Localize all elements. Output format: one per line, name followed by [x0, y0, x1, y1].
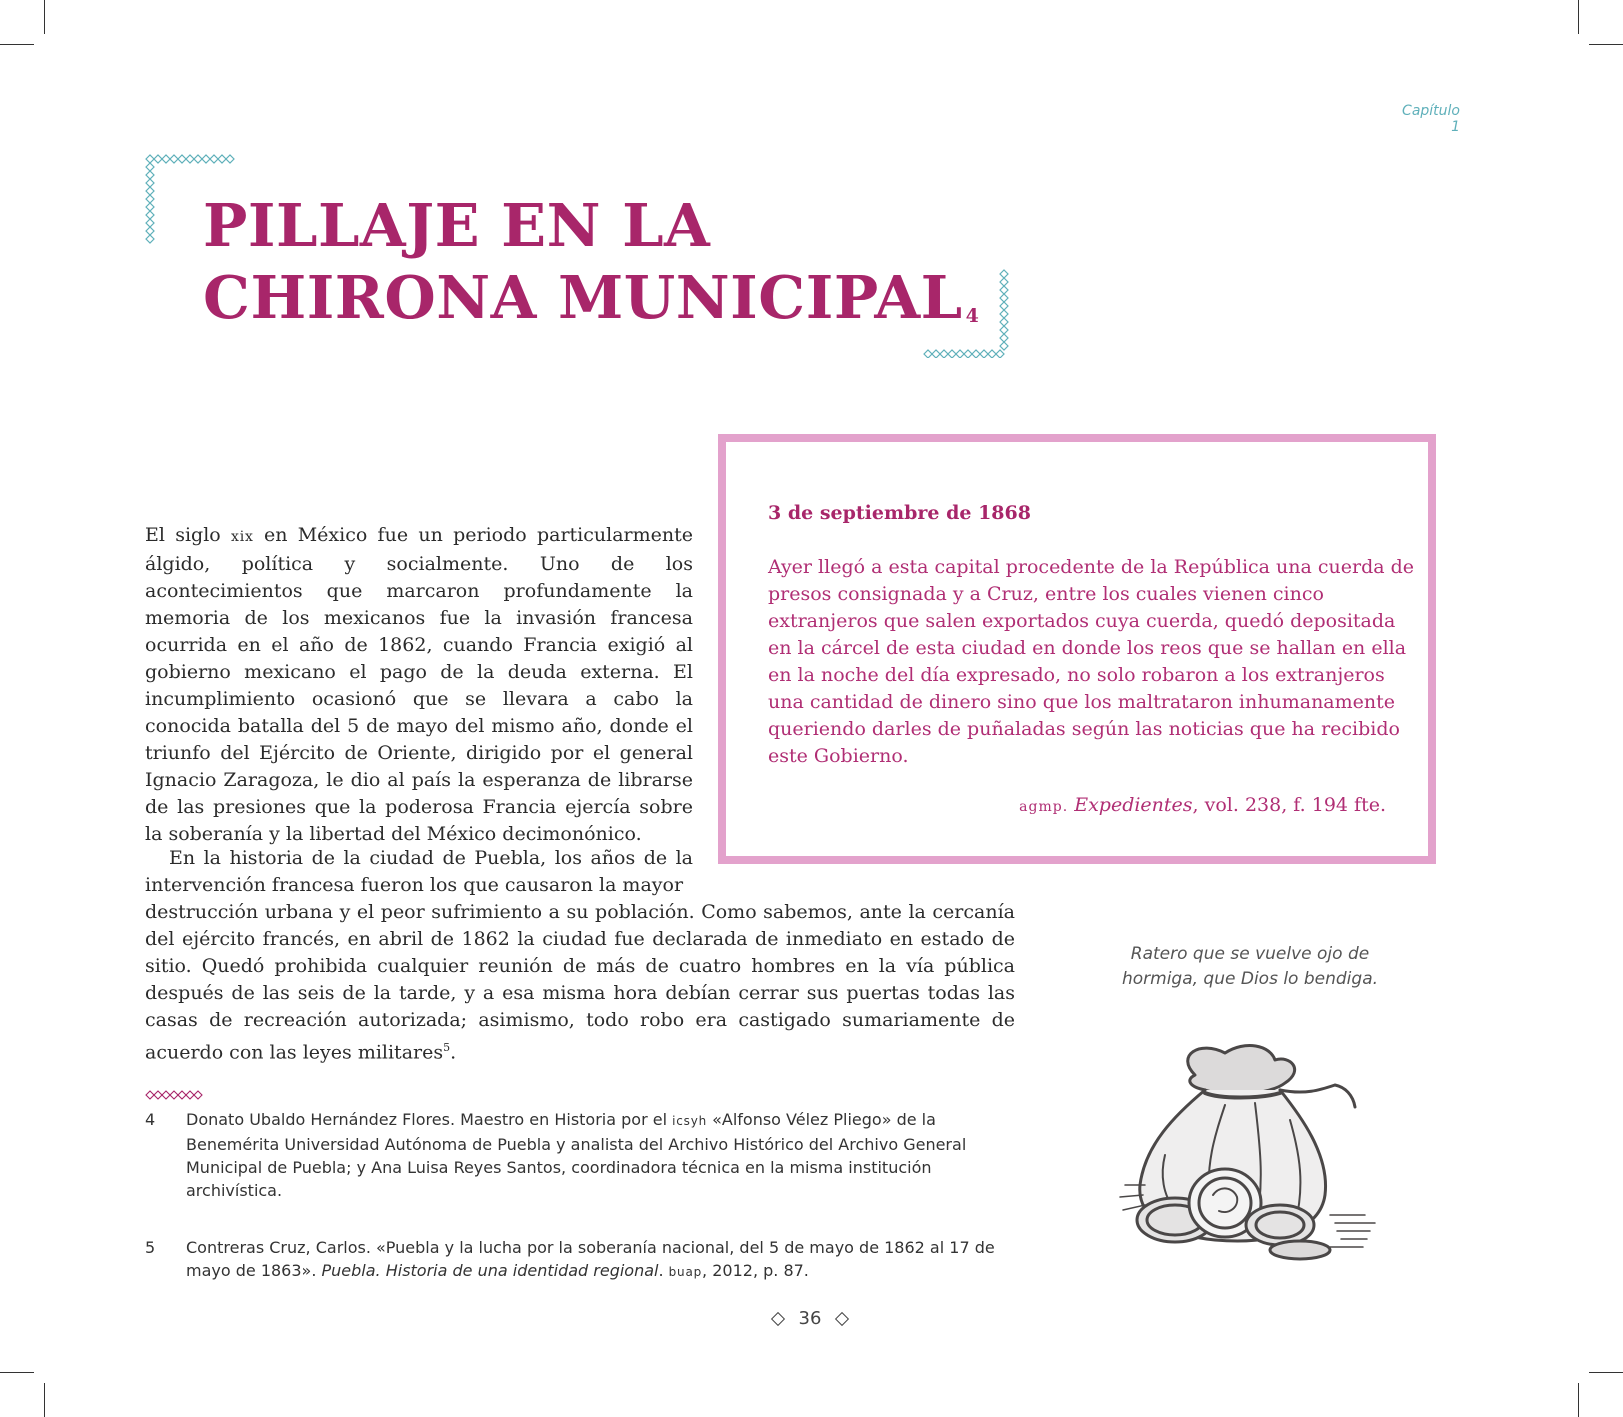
quote-date: 3 de septiembre de 1868 — [768, 502, 1031, 524]
page-title — [203, 190, 983, 334]
proverb-line-1: Ratero que se vuelve ojo de — [1130, 944, 1370, 964]
crop-mark — [1578, 0, 1579, 34]
page-number — [740, 1308, 880, 1329]
footnote-5-start: Contreras Cruz, Carlos. «Puebla y la lucha por la soberanía nacional, del 5 de mayo de 1862 al 17 de mayo de 1863». — [186, 1238, 995, 1280]
body-paragraph-2-start: En la historia de la ciudad de Puebla, los años de la intervención francesa fueron los que causaron la mayor — [145, 847, 693, 896]
footnote-number: 4 — [145, 1110, 156, 1129]
footnote-text — [186, 1108, 1015, 1202]
century-numeral: xix — [231, 529, 254, 545]
proverb-line-2: hormiga, que Dios lo bendiga. — [1121, 969, 1379, 989]
crop-mark — [1589, 1372, 1623, 1373]
footnote-text — [186, 1236, 1015, 1284]
chapter-label: Capítulo 1 — [1402, 103, 1460, 135]
crop-mark — [44, 1383, 45, 1417]
footnote-number: 5 — [145, 1238, 156, 1257]
title-line-1: PILLAJE EN LA — [203, 191, 711, 260]
body-p2-end: . — [450, 1041, 457, 1064]
proverb — [1100, 942, 1400, 992]
footnote-separator — [145, 1090, 205, 1100]
footnote-5-abbr: buap — [668, 1265, 703, 1279]
quote-source — [1019, 794, 1386, 816]
diamond-icon — [835, 1312, 849, 1326]
crop-mark — [44, 0, 45, 34]
quote-source-rest: , vol. 238, f. 194 fte. — [1192, 794, 1386, 816]
diamond-icon — [770, 1312, 784, 1326]
footnote-5-book-title: Puebla. Historia de una identidad regional — [321, 1261, 659, 1280]
crop-mark — [1589, 44, 1623, 45]
body-paragraph-1 — [145, 522, 693, 848]
body-p2-text: destrucción urbana y el peor sufrimiento a su población. Como sabemos, ante la cercanía del ejército francés, en abril de 1862 la ciudad fue declarada de inmediato en estado de sitio. Quedó prohibida cualquier reunión de más de cuatro hombres en la vía pública después de las seis de la tarde, y a esa misma hora debían cerrar sus puertas todas las casas de recreación autorizada; asimismo, todo robo era castigado sumariamente de acuerdo con las leyes militares — [145, 901, 1015, 1064]
body-p1-rest: en México fue un periodo particularmente álgido, política y socialmente. Uno de los acontecimientos que marcaron profundamente la memoria de los mexicanos fue la invasión francesa ocurrida en el año de 1862, cuando Francia exigió al gobierno mexicano el pago de la deuda externa. El incumplimiento ocasionó que se llevara a cabo la conocida batalla del 5 de mayo del mismo año, donde el triunfo del Ejército de Oriente, dirigido por el general Ignacio Zaragoza, le dio al país la esperanza de librarse de las presiones que la poderosa Francia ejercía sobre la soberanía y la libertad del México decimonónico. — [145, 524, 693, 845]
footnote-4 — [145, 1108, 1015, 1202]
quote-text: Ayer llegó a esta capital procedente de la República una cuerda de presos consignada y a Cruz, entre los cuales vienen cinco extranjeros que salen exportados cuya cuerda, quedó depositada en la cárcel de esta ciudad en donde los reos que se hallan en ella en la noche del día expresado, no solo robaron a los extranjeros una cantidad de dinero sino que los maltrataron inhumanamente queriendo darles de puñaladas según las noticias que ha recibido este Gobierno. — [768, 556, 1415, 767]
footnote-4-start: Donato Ubaldo Hernández Flores. Maestro en Historia por el — [186, 1110, 673, 1129]
archive-quote-box — [718, 434, 1436, 864]
title-footnote-ref: 4 — [965, 305, 980, 327]
footnote-4-abbr: icsyh — [672, 1114, 708, 1128]
footnote-4-rest: «Alfonso Vélez Pliego» de la Benemérita Universidad Autónoma de Puebla y analista del Archivo Histórico del Archivo General Municipal de Puebla; y Ana Luisa Reyes Santos, coordinadora técnica en la misma institución archivística. — [186, 1110, 967, 1200]
crop-mark — [1578, 1383, 1579, 1417]
body-paragraph-2-rest — [145, 899, 1015, 1066]
footnote-5-end: , 2012, p. 87. — [702, 1261, 809, 1280]
footnote-5-sep: . — [658, 1261, 669, 1280]
crop-mark — [0, 44, 34, 45]
page-number-value: 36 — [798, 1308, 822, 1329]
footnote-5 — [145, 1236, 1015, 1284]
footnote-ref-5: 5 — [443, 1041, 451, 1054]
money-bag-icon — [1105, 1035, 1385, 1265]
body-p1-start: El siglo — [145, 524, 231, 546]
title-line-2: CHIRONA MUNICIPAL — [203, 263, 963, 332]
quote-source-title: Expedientes — [1074, 794, 1193, 816]
quote-source-abbr: agmp. — [1019, 799, 1069, 815]
crop-mark — [0, 1372, 34, 1373]
